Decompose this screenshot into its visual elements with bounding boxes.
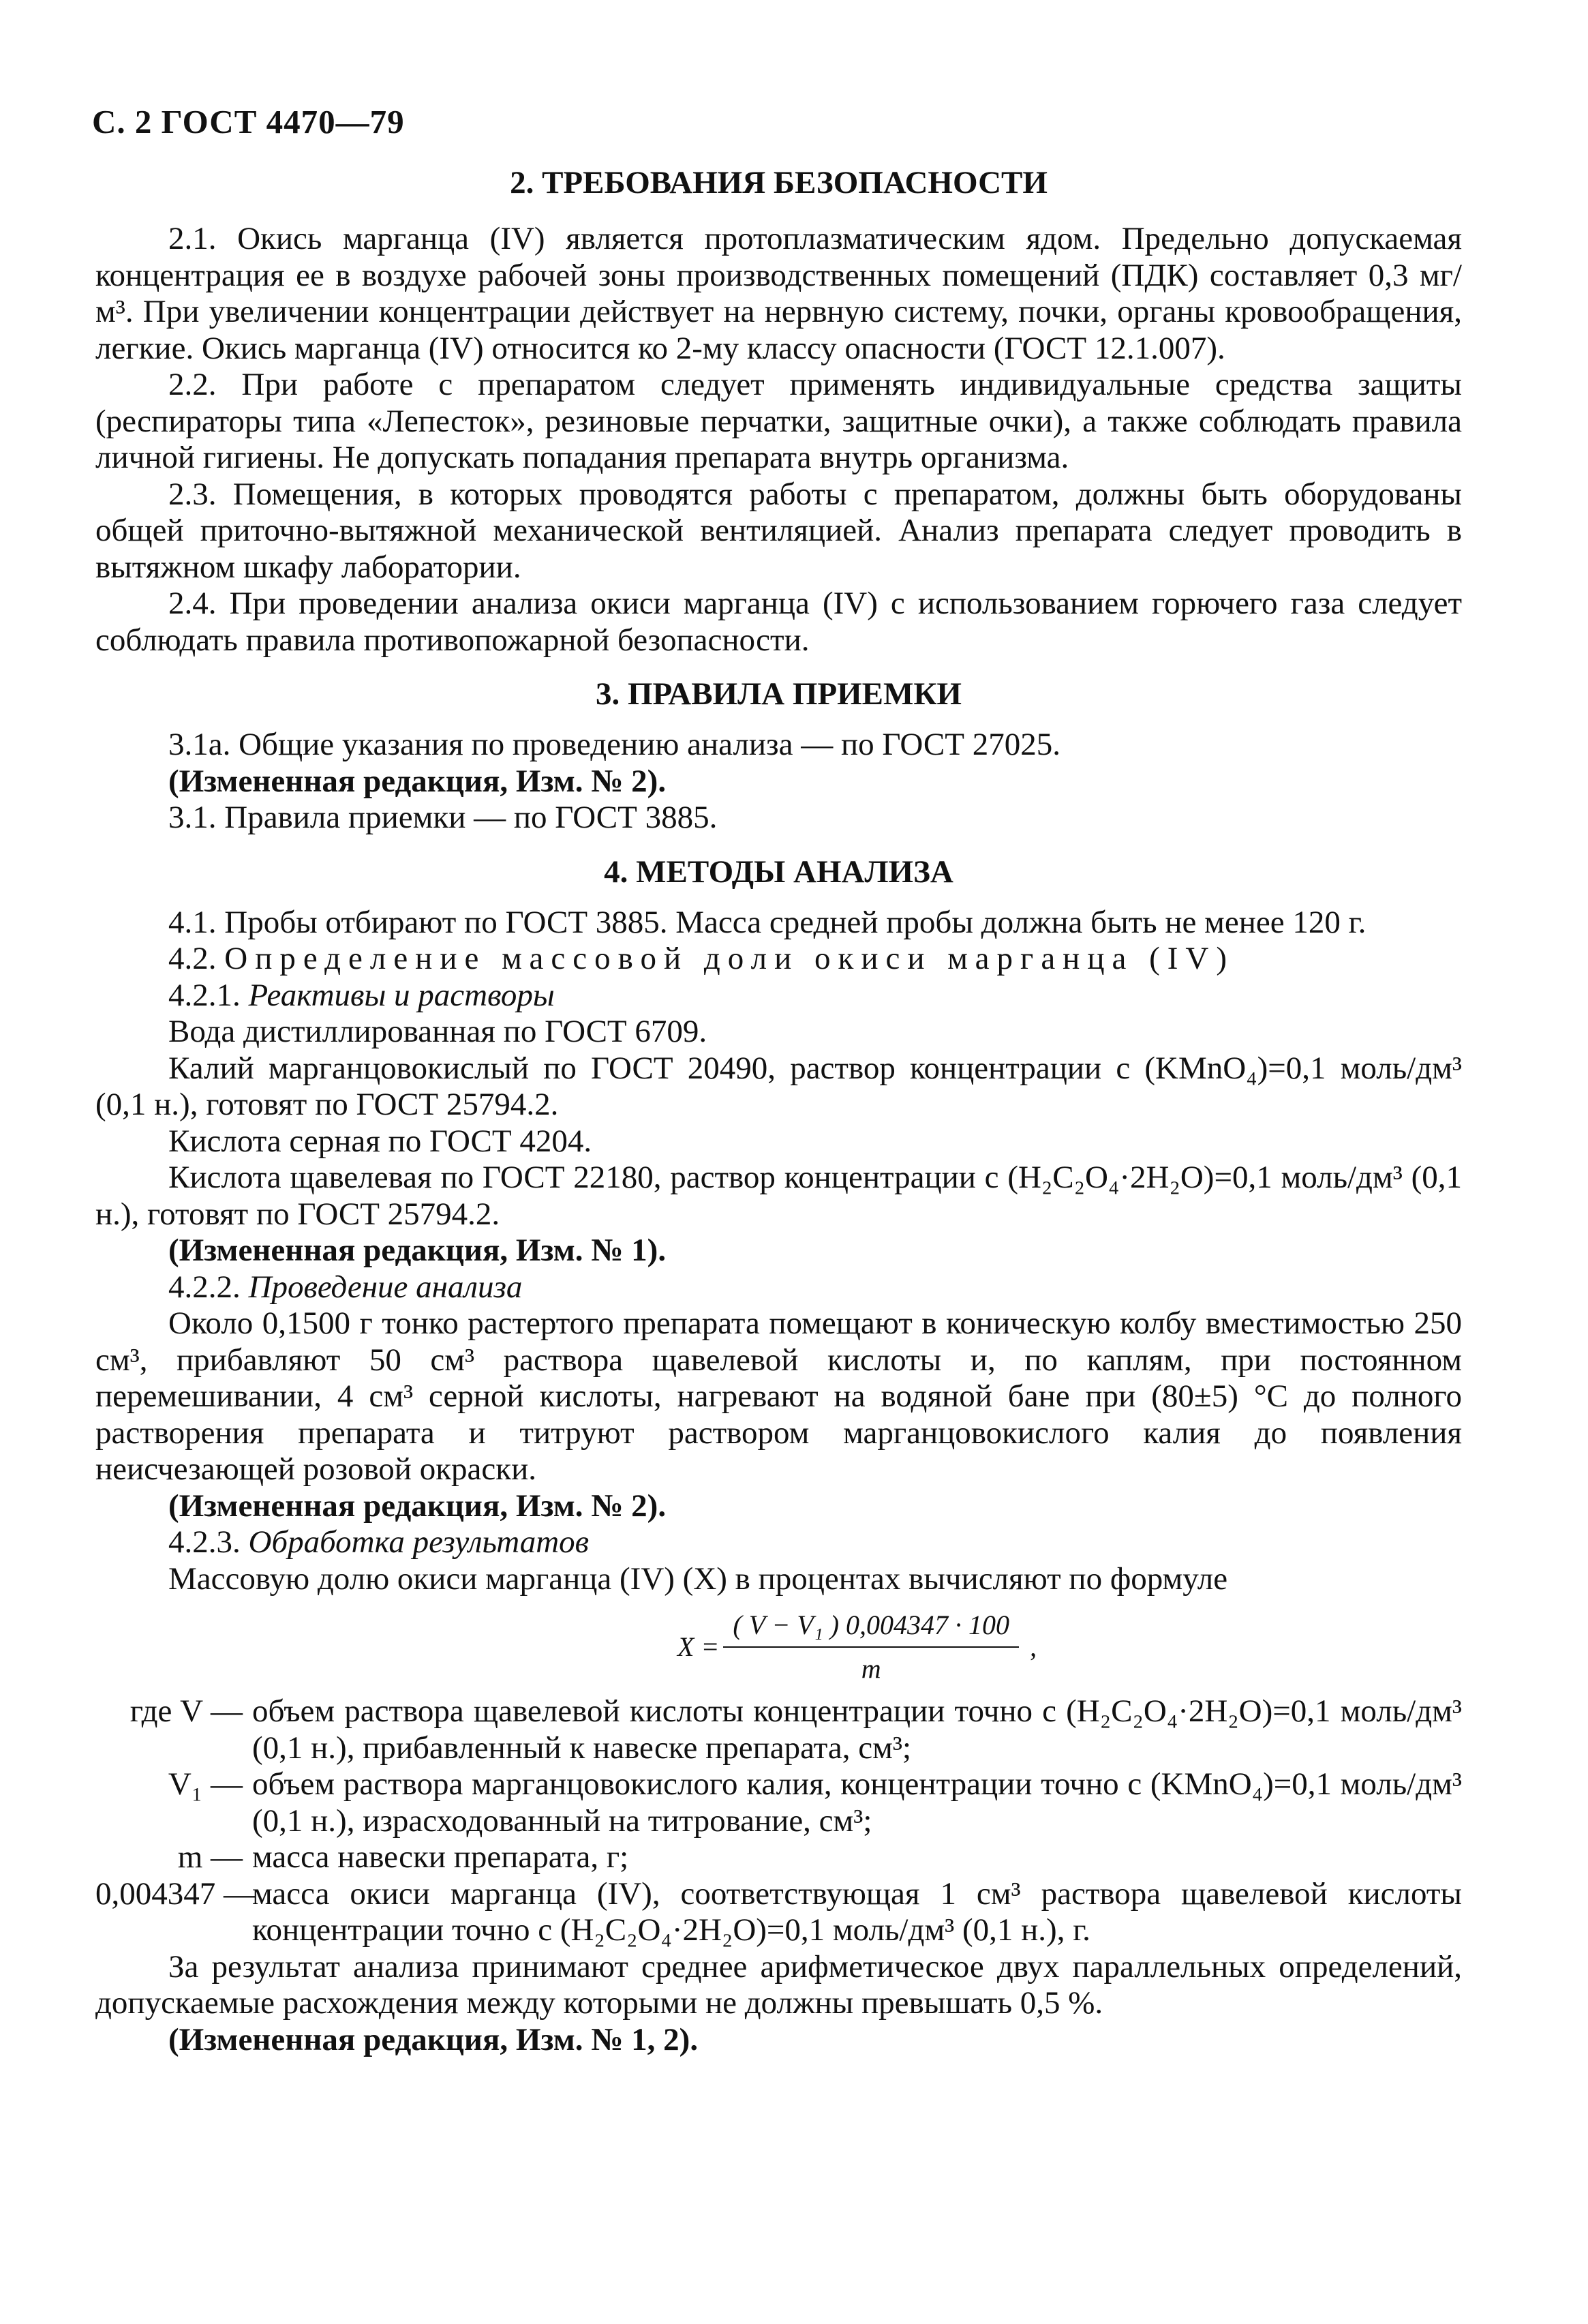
section-3-title: 3. ПРАВИЛА ПРИЕМКИ xyxy=(596,676,962,712)
clause-number: 4.2.3. xyxy=(168,1524,241,1560)
clause-title-italic: Проведение анализа xyxy=(248,1269,523,1305)
clause-title-italic: Реактивы и растворы xyxy=(248,977,555,1013)
result-text: За результат анализа принимают среднее арифметическое двух параллельных определений, допускаемые расхождения между которыми не должны превышать 0,5 %. xyxy=(95,1948,1462,2021)
reagent-water: Вода дистиллированная по ГОСТ 6709. xyxy=(168,1014,707,1049)
var-label-v: где V — xyxy=(129,1693,243,1729)
edit-note-4-2-1: (Измененная редакция, Изм. № 1). xyxy=(168,1233,667,1268)
paragraph-4-2-1 xyxy=(95,978,1462,1014)
formula-fraction xyxy=(723,1607,1019,1687)
formula-numerator: ( V − V₁ ) 0,004347 · 100 xyxy=(723,1607,1019,1648)
reagent-oxalic-acid: Кислота щавелевая по ГОСТ 22180, раствор концентрации с (H₂C₂O₄·2H₂O)=0,1 моль/дм³ (0,1 н.), готовят по ГОСТ 25794.2. xyxy=(95,1160,1462,1232)
clause-title-italic: Обработка результатов xyxy=(248,1524,590,1560)
var-desc-v: объем раствора щавелевой кислоты концентрации точно с (H₂C₂O₄·2H₂O)=0,1 моль/дм³ (0,1 н.), прибавленный к навеске препарата, см³; xyxy=(252,1693,1462,1766)
document-body xyxy=(95,162,1462,2058)
edit-note-4-2-3: (Измененная редакция, Изм. № 1, 2). xyxy=(168,2021,699,2057)
clause-title-spaced: Определение массовой доли окиси марганца (IV) xyxy=(224,941,1234,976)
paragraph-4-2-2 xyxy=(95,1269,1462,1306)
clause-number: 4.2. xyxy=(168,941,217,976)
paragraph-4-1: 4.1. Пробы отбирают по ГОСТ 3885. Масса средней пробы должна быть не менее 120 г. xyxy=(168,904,1366,940)
paragraph-3-1: 3.1. Правила приемки — по ГОСТ 3885. xyxy=(168,800,718,835)
page-header: С. 2 ГОСТ 4470—79 xyxy=(92,103,405,140)
var-desc-coef: масса окиси марганца (IV), соответствующая 1 см³ раствора щавелевой кислоты концентрации точно с (H₂C₂O₄·2H₂O)=0,1 моль/дм³ (0,1 н.), г. xyxy=(252,1875,1462,1948)
var-label-v1: V₁ — xyxy=(168,1766,243,1802)
section-4-title: 4. МЕТОДЫ АНАЛИЗА xyxy=(604,854,953,890)
clause-number: 4.2.1. xyxy=(168,977,241,1013)
formula xyxy=(95,1607,1462,1687)
var-label-coef: 0,004347 — xyxy=(95,1875,256,1912)
formula-comma: , xyxy=(1030,1631,1037,1662)
paragraph-2-2: 2.2. При работе с препаратом следует применять индивидуальные средства защиты (респираторы типа «Лепесток», резиновые перчатки, защитные очки), а также соблюдать правила личной гигиены. Не допускать попадания препарата внутрь организма. xyxy=(95,367,1462,475)
var-desc-m: масса навески препарата, г; xyxy=(252,1839,629,1875)
section-2-title: 2. ТРЕБОВАНИЯ БЕЗОПАСНОСТИ xyxy=(510,165,1048,200)
paragraph-2-1: 2.1. Окись марганца (IV) является протоплазматическим ядом. Предельно допускаемая концентрация ее в воздухе рабочей зоны производственных помещений (ПДК) составляет 0,3 мг/м³. При увеличении концентрации действует на нервную систему, почки, органы кровообращения, легкие. Окись марганца (IV) относится ко 2-му классу опасности (ГОСТ 12.1.007). xyxy=(95,221,1462,366)
variable-definitions xyxy=(95,1693,1462,1949)
formula-denominator: m xyxy=(861,1653,881,1684)
formula-lhs: X = xyxy=(677,1631,720,1662)
calculation-intro: Массовую долю окиси марганца (IV) (X) в процентах вычисляют по формуле xyxy=(168,1560,1228,1597)
paragraph-4-2-3 xyxy=(95,1524,1462,1561)
paragraph-4-2 xyxy=(95,941,1462,978)
reagent-permanganate: Калий марганцовокислый по ГОСТ 20490, раствор концентрации с (KMnO₄)=0,1 моль/дм³ (0,1 н.), готовят по ГОСТ 25794.2. xyxy=(95,1050,1462,1122)
paragraph-3-1a: 3.1а. Общие указания по проведению анализа — по ГОСТ 27025. xyxy=(168,727,1060,762)
edit-note-3-1a: (Измененная редакция, Изм. № 2). xyxy=(168,763,667,799)
paragraph-2-3: 2.3. Помещения, в которых проводятся работы с препаратом, должны быть оборудованы общей приточно-вытяжной механической вентиляцией. Анализ препарата следует проводить в вытяжном шкафу лаборатории. xyxy=(95,476,1462,585)
var-desc-v1: объем раствора марганцовокислого калия, концентрации точно с (KMnO₄)=0,1 моль/дм³ (0,1 н.), израсходованный на титрование, см³; xyxy=(252,1766,1462,1839)
paragraph-2-4: 2.4. При проведении анализа окиси марганца (IV) с использованием горючего газа следует соблюдать правила противопожарной безопасности. xyxy=(95,586,1462,658)
var-label-m: m — xyxy=(177,1839,243,1875)
reagent-sulfuric-acid: Кислота серная по ГОСТ 4204. xyxy=(168,1123,592,1159)
clause-number: 4.2.2. xyxy=(168,1269,241,1305)
edit-note-4-2-2: (Измененная редакция, Изм. № 2). xyxy=(168,1488,667,1524)
procedure-text: Около 0,1500 г тонко растертого препарата помещают в коническую колбу вместимостью 250 см³, прибавляют 50 см³ раствора щавелевой кислоты и, по каплям, при постоянном перемешивании, 4 см³ серной кислоты, нагревают на водяной бане при (80±5) °С до полного растворения препарата и титруют раствором марганцовокислого калия до появления неисчезающей розовой окраски. xyxy=(95,1306,1462,1487)
